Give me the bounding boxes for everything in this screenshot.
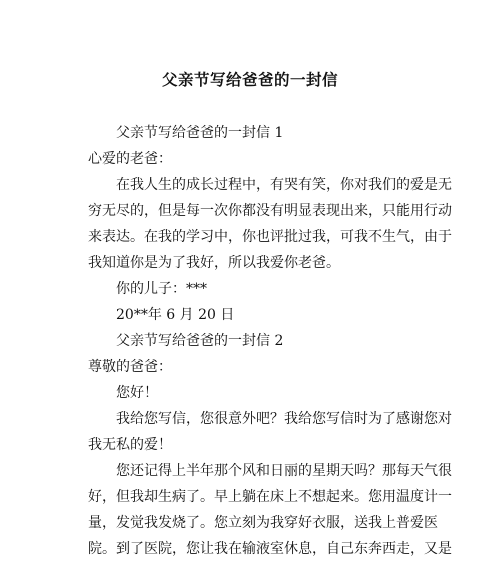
- text-line: 您还记得上半年那个风和日丽的星期天吗？那每天气很: [116, 463, 452, 479]
- text-line: 我知道你是为了我好，所以我爱你老爸。: [88, 255, 340, 271]
- document-title: 父亲节写给爸爸的一封信: [161, 70, 338, 89]
- letter-1-signature: [88, 276, 440, 302]
- text-line: 来表达。在我的学习中，你也评批过我，可我不生气，由于: [88, 229, 452, 245]
- text-line: 量，发觉我发烧了。您立刻为我穿好衣服，送我上普爱医: [88, 515, 438, 531]
- text-line: 20**年 6 月 20 日: [116, 307, 235, 323]
- text-line: 在我人生的成长过程中，有哭有笑，你对我们的爱是无: [116, 177, 452, 193]
- text-line: 院。到了医院，您让我在输液室休息，自己东奔西走，又是: [88, 541, 452, 557]
- text-line: 我无私的爱！: [88, 437, 172, 453]
- text-line: 穷无尽的，但是每一次你都没有明显表现出来，只能用行动: [88, 203, 452, 219]
- text-line: 父亲节写给爸爸的一封信 1: [116, 125, 284, 141]
- letter-2-paragraph-1: [88, 406, 452, 458]
- text-line: 你的儿子：***: [116, 281, 207, 297]
- text-line: 您好！: [116, 385, 158, 401]
- text-line: 好，但我却生病了。早上躺在床上不想起来。您用温度计一: [88, 489, 452, 505]
- text-line: 父亲节写给爸爸的一封信 2: [116, 333, 284, 349]
- letter-2-greeting: [88, 380, 440, 406]
- letter-2-heading: [88, 328, 440, 354]
- letter-2-paragraph-2: [88, 458, 452, 562]
- letter-2-salutation: [88, 354, 440, 380]
- letter-1-body: [88, 172, 452, 276]
- text-line: 心爱的老爸：: [88, 151, 172, 167]
- letter-1-date: [88, 302, 440, 328]
- text-line: 尊敬的爸爸：: [88, 359, 172, 375]
- text-line: 我给您写信，您很意外吧？我给您写信时为了感谢您对: [116, 411, 452, 427]
- letter-1-salutation: [88, 146, 440, 172]
- letter-1-heading: [88, 120, 440, 146]
